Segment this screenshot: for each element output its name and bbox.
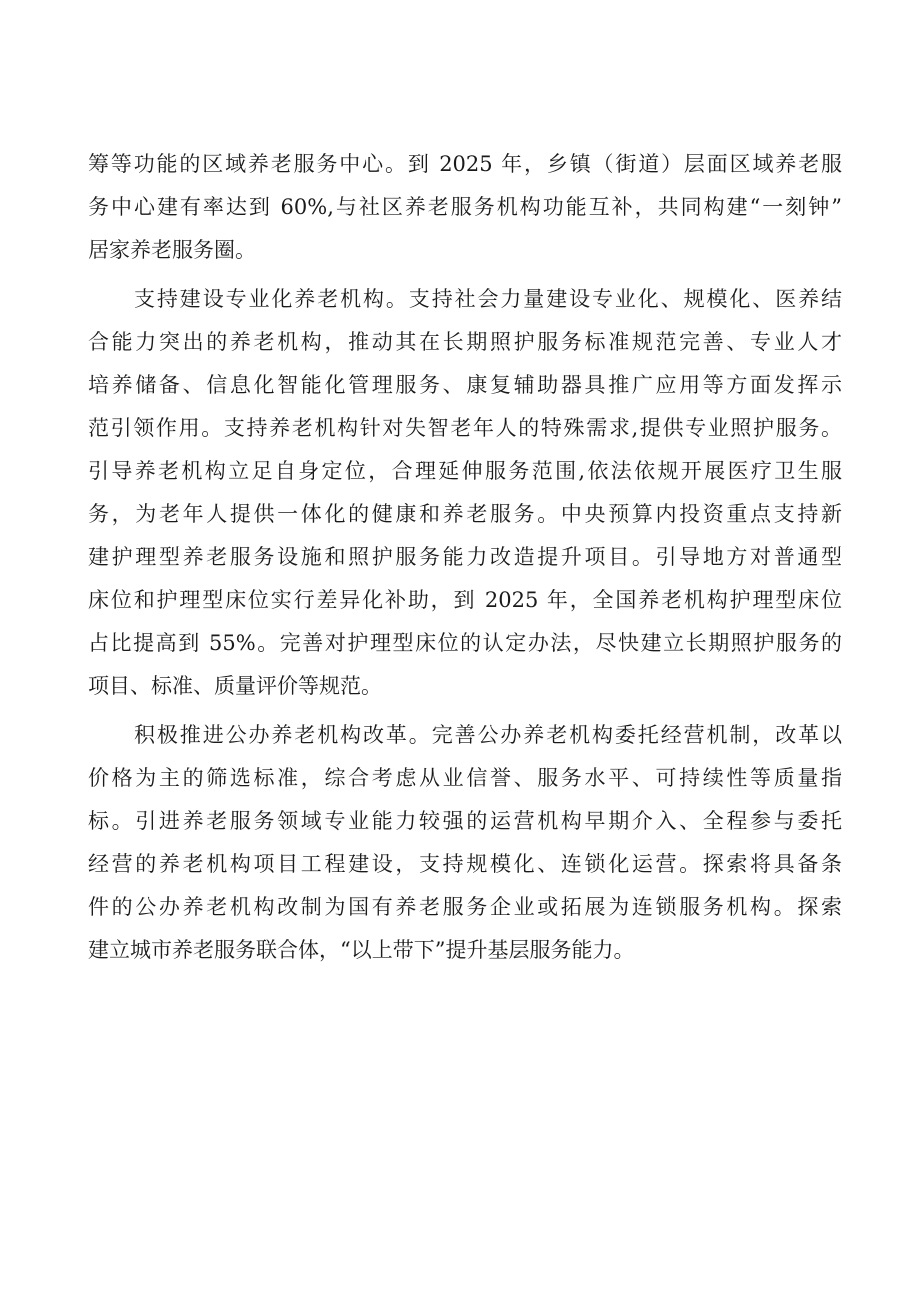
paragraph-2 (88, 278, 842, 708)
text-line: 居家养老服务圈。 (88, 238, 256, 262)
text-line: 务中心建有率达到 60%,与社区养老服务机构功能互补，共同构建“一刻钟” (88, 195, 842, 219)
paragraph-3 (88, 714, 842, 972)
text-line: 件的公办养老机构改制为国有养老服务企业或拓展为连锁服务机构。探索 (88, 895, 842, 919)
text-line: 项目、标准、质量评价等规范。 (88, 674, 382, 698)
text-line: 价格为主的筛选标准，综合考虑从业信誉、服务水平、可持续性等质量指 (88, 766, 842, 790)
text-line: 标。引进养老服务领域专业能力较强的运营机构早期介入、全程参与委托 (88, 809, 842, 833)
text-line: 积极推进公办养老机构改革。完善公办养老机构委托经营机制，改革以 (134, 723, 842, 747)
text-line: 建立城市养老服务联合体，“以上带下”提升基层服务能力。 (88, 938, 635, 962)
text-line: 培养储备、信息化智能化管理服务、康复辅助器具推广应用等方面发挥示 (88, 373, 842, 397)
text-line: 务，为老年人提供一体化的健康和养老服务。中央预算内投资重点支持新 (88, 502, 842, 526)
text-line: 经营的养老机构项目工程建设，支持规模化、连锁化运营。探索将具备条 (88, 852, 842, 876)
text-line: 范引领作用。支持养老机构针对失智老年人的特殊需求,提供专业照护服务。 (88, 416, 842, 440)
text-line: 合能力突出的养老机构，推动其在长期照护服务标准规范完善、专业人才 (88, 330, 842, 354)
text-line: 建护理型养老服务设施和照护服务能力改造提升项目。引导地方对普通型 (88, 545, 842, 569)
text-line: 引导养老机构立足自身定位，合理延伸服务范围,依法依规开展医疗卫生服 (88, 459, 842, 483)
text-line: 床位和护理型床位实行差异化补助，到 2025 年，全国养老机构护理型床位 (88, 588, 842, 612)
text-line: 筹等功能的区域养老服务中心。到 2025 年，乡镇（街道）层面区域养老服 (88, 152, 842, 176)
paragraph-1 (88, 143, 842, 272)
text-line: 占比提高到 55%。完善对护理型床位的认定办法，尽快建立长期照护服务的 (88, 631, 842, 655)
text-line: 支持建设专业化养老机构。支持社会力量建设专业化、规模化、医养结 (134, 287, 842, 311)
document-body (88, 143, 842, 972)
